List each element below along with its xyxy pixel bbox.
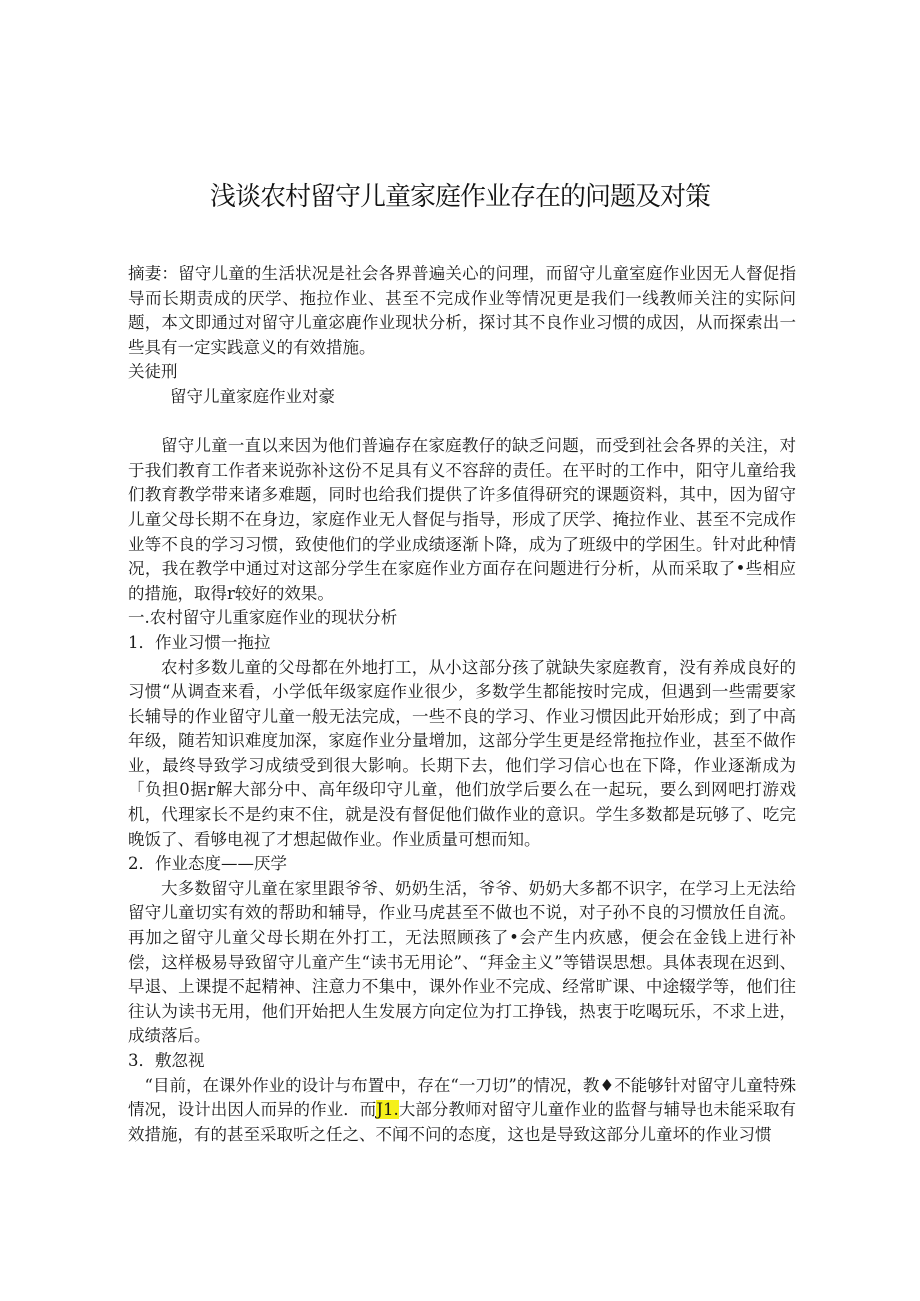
- subsection-heading: 3．敷忽视: [128, 1051, 205, 1070]
- paragraph-spacer: [128, 410, 796, 435]
- abstract-paragraph: 摘妻：留守儿童的生活状况是社会各界普遍关心的问理，而留守儿童室庭作业因无人督促指导而长期责成的厌学、拖拉作业、甚至不完成作业等情况更是我们一线教师关注的实际问题，本文即通过对留守儿童宓鹿作业现状分析，探讨其不良作业习惯的成因，从而探索出一些具有一定实践意义的有效措施。: [128, 264, 796, 357]
- keywords-label: 关徒刑: [128, 362, 178, 382]
- highlighted-text: J1.: [376, 1100, 399, 1120]
- document-body: [128, 262, 796, 1147]
- text-run: 大部分教师对留守儿童作业的监督与辅导也未能采取有效措施，有的甚至采取听之任之、不闻不问的态度，这也是导致这部分儿童坏的作业习惯: [128, 1100, 797, 1144]
- section-heading: 一.农村留守儿重家庭作业的现状分析: [128, 608, 398, 628]
- document-title: 浅谈农村留守儿童家庭作业存在的问题及对策: [209, 182, 710, 212]
- body-paragraph: 农村多数儿童的父母都在外地打工，从小这部分孩了就缺失家庭教育，没有养成良好的习惯“从调查来看，小学低年级家庭作业很少，多数学生都能按时完成，但遇到一些需要家长辅导的作业留守儿童一般无法完成，一些不良的学习、作业习惯因此开始形成；到了中高年级，随若知识难度加深，家庭作业分量增加，这部分学生更是经常拖拉作业，甚至不做作业，最终导致学习成绩受到很大影响。长期下去，他们学习信心也在下降，作业逐渐成为「负担0据r解大部分中、高年级印守儿童，他们放学后要么在一起玩，要么到网吧打游戏机，代理家长不是约束不住，就是没有督促他们做作业的意识。学生多数都是玩够了、吃完晚饭了、看够电视了才想起做作业。作业质量可想而知。: [128, 657, 796, 849]
- subsection-heading: 1．作业习惯一拖拉: [128, 632, 271, 652]
- intro-paragraph: 留守儿童一直以来因为他们普遍存在家庭教仔的缺乏问题，而受到社会各界的关注，对于我们教育工作者来说弥补这份不足具有义不容辞的责任。在平时的工作中，阳守儿童给我们教育教学带来诸多难题，同时也给我们提供了许多值得研究的课题资料，其中，因为留守儿童父母长期不在身边，家庭作业无人督促与指导，形成了厌学、掩拉作业、甚至不完成作业等不良的学习习惯，致使他们的学业成绩逐渐卜降，成为了班级中的学困生。针对此种情况，我在教学中通过对这部分学生在家庭作业方面存在问题进行分析，从而采取了•些相应的措施，取得r较好的效果。: [128, 436, 796, 603]
- subsection-heading: 2．作业态度——厌学: [128, 854, 287, 874]
- text-run: “目前，在课外作业的设计与布置中，存在“一刀切”的情况，教♦不能够针对留守儿童特殊情况，设计出因人而异的作业．而: [128, 1075, 796, 1120]
- body-paragraph: 大多数留守儿童在家里跟爷爷、奶奶生活，爷爷、奶奶大多都不识字，在学习上无法给留守儿童切实有效的帮助和辅导，作业马虎甚至不做也不说，对子孙不良的习惯放任自流。再加之留守儿童父母长期在外打工，无法照顾孩了•会产生内疚感，便会在金钱上进行补偿，这样极易导致留守儿童产生“读书无用论”、“拜金主义”等错误思想。具体表现在迟到、早退、上课提不起精神、注意力不集中，课外作业不完成、经常旷课、中途辍学等，他们往往认为读书无用，他们开始把人生发展方向定位为打工挣钱，热衷于吃喝玩乐，不求上进，成绩落后。: [128, 878, 796, 1046]
- body-paragraph: [128, 1074, 796, 1148]
- keywords-text: 留守儿童家庭作业对豪: [170, 386, 335, 406]
